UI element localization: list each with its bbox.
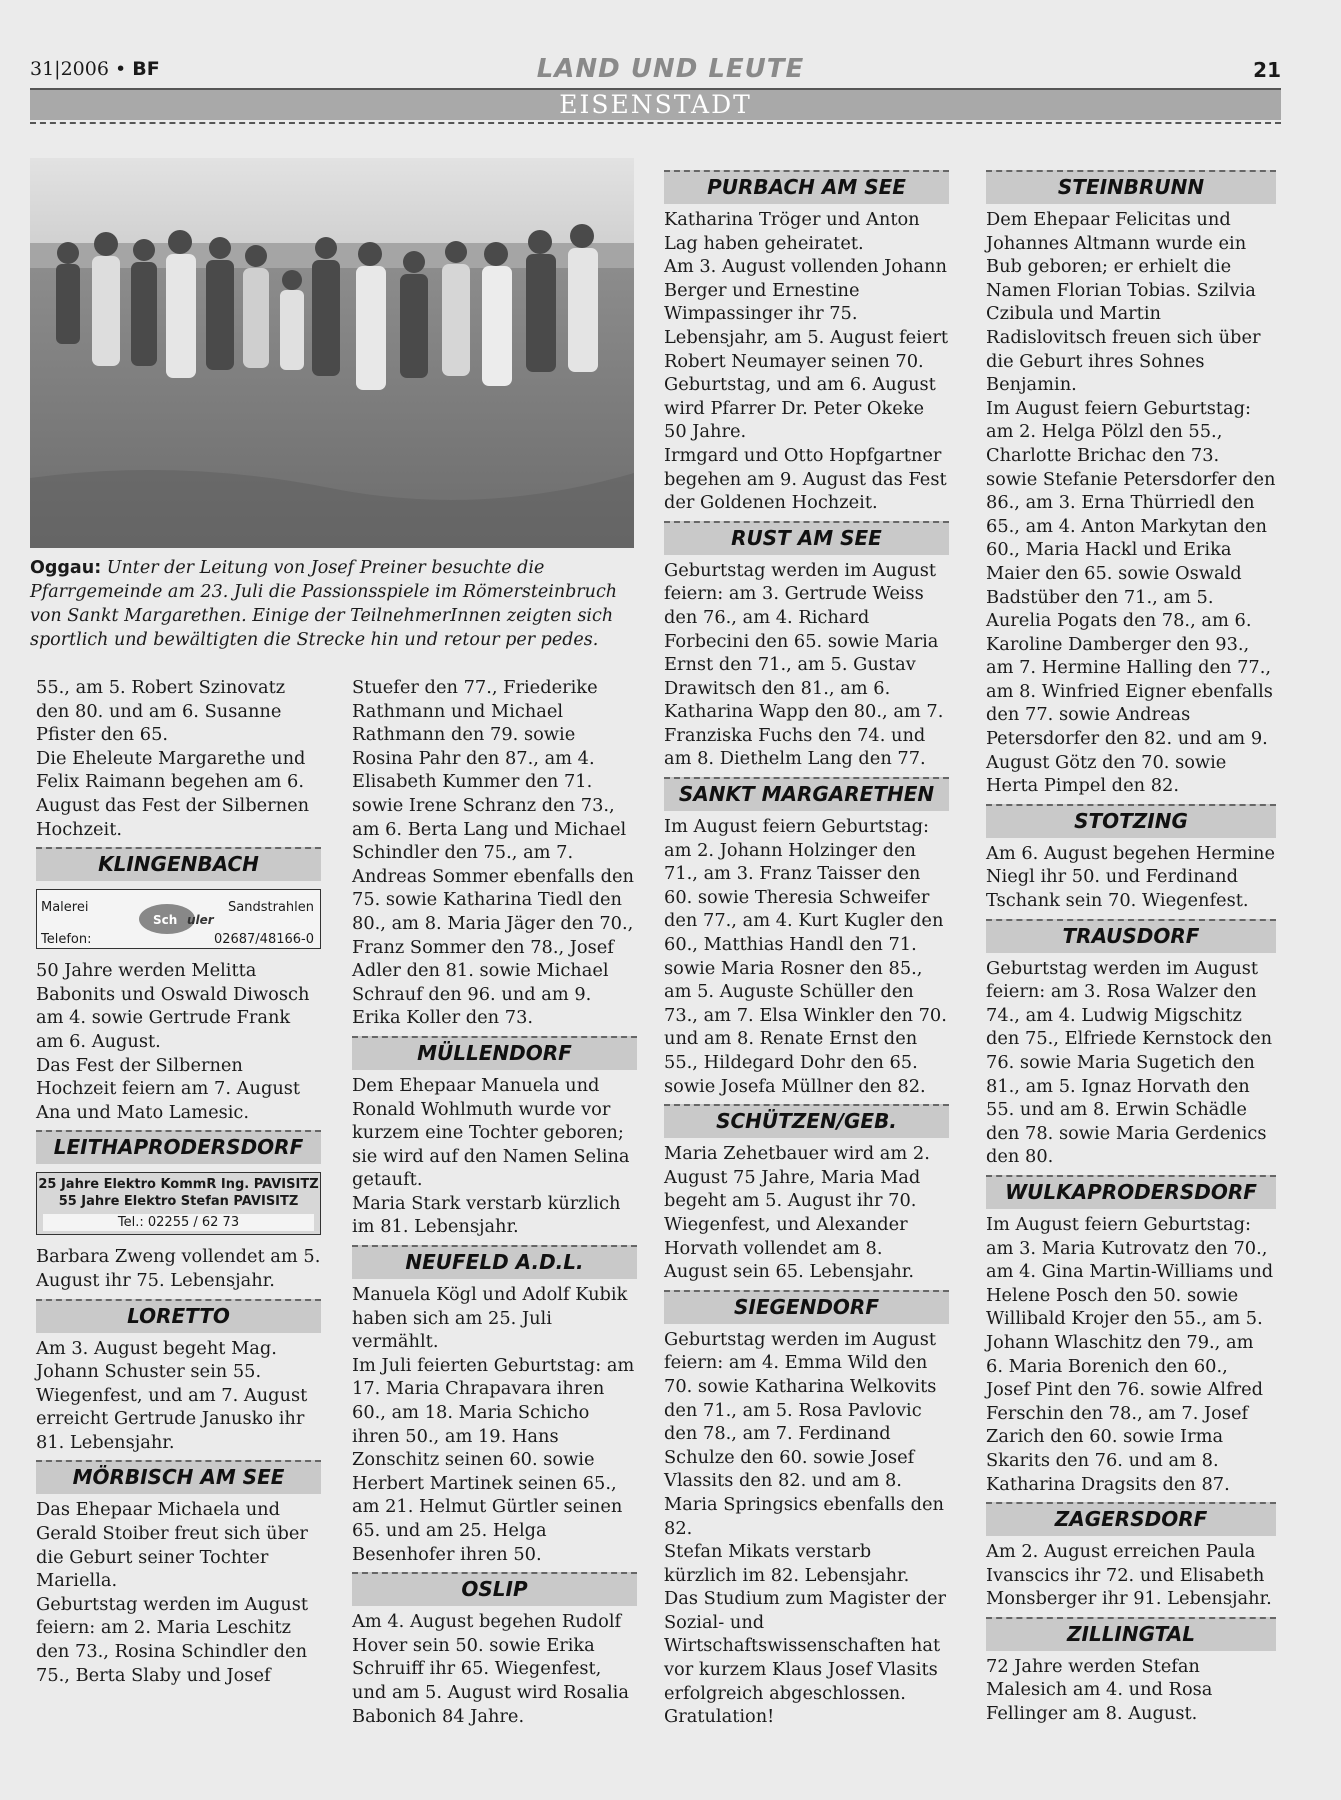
ad-schuler	[36, 889, 321, 949]
ad-line: 25 Jahre Elektro KommR Ing. PAVISITZ	[38, 1177, 319, 1193]
paragraph: Manuela Kögl und Adolf Kubik haben sich am 25. Juli vermählt.	[352, 1284, 628, 1353]
svg-text:Sch: Sch	[153, 913, 178, 928]
issue-number: 31|2006	[30, 58, 109, 80]
heading-zillingtal: ZILLINGTAL	[986, 1617, 1276, 1651]
ad-pavisitz	[36, 1172, 321, 1235]
paper-name: BF	[132, 58, 160, 80]
paragraph: Im August feiern Geburtstag: am 3. Maria Kutrovatz den 70., am 4. Gina Martin-Williams und Helene Posch den 50. sowie Willibald Krojer den 55., am 5. Johann Wlaschitz den 79., am 6. Maria Borenich den 60., Josef Pint den 76. sowie Alfred Ferschin den 78., am 7. Josef Zarich den 60. sowie Irma Skarits den 76. und am 8. Katharina Dragsits den 87.	[986, 1213, 1274, 1495]
paragraph: Maria Stark verstarb kürzlich im 81. Lebensjahr.	[352, 1192, 621, 1238]
paragraph: Im Juli feierten Geburtstag: am 17. Maria Chrapavara ihren 60., am 18. Maria Schicho ihren 50., am 19. Hans Zonschitz seinen 60. sowie Herbert Martinek seinen 65., am 21. Helmut Gürtler seinen 65. und am 25. Helga Besenhofer ihren 50.	[352, 1354, 635, 1565]
heading-oslip: OSLIP	[352, 1572, 637, 1606]
heading-schuetzen: SCHÜTZEN/GEB.	[664, 1104, 949, 1138]
svg-text:uler: uler	[187, 913, 214, 928]
bullet: •	[114, 58, 127, 80]
heading-moerbisch: MÖRBISCH AM SEE	[36, 1460, 321, 1494]
region-band	[30, 88, 1281, 120]
paragraph: Geburtstag werden im August feiern: am 3. Gertrude Weiss den 76., am 4. Richard Forbecini den 65. sowie Maria Ernst den 71., am 5. Gustav Drawitsch den 81., am 6. Katharina Wapp den 80., am 7. Franziska Fuchs den 74. und am 8. Diethelm Lang den 77.	[664, 559, 944, 770]
paragraph: Am 3. August begeht Mag. Johann Schuster sein 55. Wiegenfest, und am 7. August erreicht Gertrude Janusko ihr 81. Lebensjahr.	[36, 1337, 308, 1453]
heading-purbach: PURBACH AM SEE	[664, 170, 949, 204]
paragraph: Barbara Zweng vollendet am 5. August ihr 75. Lebensjahr.	[36, 1246, 321, 1291]
header-divider	[30, 122, 1281, 124]
schuler-logo-icon	[137, 902, 217, 936]
paragraph: Stuefer den 77., Friederike Rathmann und Michael Rathmann den 79. sowie Rosina Pahr den 87., am 4. Elisabeth Kummer den 71. sowie Irene Schranz den 73., am 6. Berta Lang und Michael Schindler den 75., am 7. Andreas Sommer ebenfalls den 75. sowie Katharina Tiedl den 80., am 8. Maria Jäger den 70., Franz Sommer den 78., Josef Adler den 81. sowie Michael Schrauf den 96. und am 9. Erika Koller den 73.	[352, 677, 634, 1029]
paragraph: Maria Zehetbauer wird am 2. August 75 Jahre, Maria Mad begeht am 5. August ihr 70. Wiegenfest, und Alexander Horvath vollendet am 8. August sein 65. Lebensjahr.	[664, 1143, 930, 1283]
paragraph: 50 Jahre werden Melitta Babonits und Oswald Diwosch am 4. sowie Gertrude Frank am 6. August.	[36, 960, 310, 1052]
heading-neufeld: NEUFELD A.D.L.	[352, 1245, 637, 1279]
heading-sankt-margarethen: SANKT MARGARETHEN	[664, 777, 949, 811]
caption-place: Oggau:	[30, 558, 102, 578]
paragraph: Das Studium zum Magister der Sozial- und Wirtschaftswissenschaften hat vor kurzem Klaus Josef Vlasits erfolgreich abgeschlossen. Gratulation!	[664, 1588, 947, 1728]
heading-klingenbach: KLINGENBACH	[36, 847, 321, 881]
heading-leithaprodersdorf: LEITHAPRODERSDORF	[36, 1130, 321, 1164]
paragraph: Irmgard und Otto Hopfgartner begehen am 9. August das Fest der Goldenen Hochzeit.	[664, 444, 947, 514]
section-title: LAND UND LEUTE	[536, 54, 805, 84]
ad-label: Telefon:	[41, 932, 92, 948]
photo-caption	[30, 556, 640, 652]
paragraph: 55., am 5. Robert Szinovatz den 80. und am 6. Susanne Pfister den 65.	[36, 677, 286, 746]
column-2	[352, 676, 637, 1728]
paragraph: Geburtstag werden im August feiern: am 2. Maria Leschitz den 73., Rosina Schindler den 75., Berta Slaby und Josef	[36, 1593, 308, 1686]
paragraph: Geburtstag werden im August feiern: am 4. Emma Wild den 70. sowie Katharina Welkovits den 71., am 5. Rosa Pavlovic den 78., am 7. Ferdinand Schulze den 60. sowie Josef Vlassits den 82. und am 8. Maria Springsics ebenfalls den 82.	[664, 1328, 944, 1539]
paragraph: Die Eheleute Margarethe und Felix Raimann begehen am 6. August das Fest der Silbernen Hochzeit.	[36, 747, 310, 840]
group-photo	[30, 158, 634, 548]
heading-muellendorf: MÜLLENDORF	[352, 1036, 637, 1070]
column-3	[664, 164, 949, 1729]
page-number: 21	[1253, 58, 1281, 82]
paragraph: 72 Jahre werden Stefan Malesich am 4. und Rosa Fellinger am 8. August.	[986, 1655, 1213, 1725]
region-title: EISENSTADT	[559, 90, 752, 119]
column-1	[36, 676, 321, 1687]
caption-text: Unter der Leitung von Josef Preiner besuchte die Pfarrgemeinde am 23. Juli die Passionsspiele im Römersteinbruch von Sankt Margarethen. Einige der TeilnehmerInnen zeigten sich sportlich und bewältigten die Strecke hin und retour per pedes.	[30, 558, 618, 650]
group-photo-icon	[30, 158, 634, 548]
heading-trausdorf: TRAUSDORF	[986, 919, 1276, 953]
paragraph: Geburtstag werden im August feiern: am 3. Rosa Walzer den 74., am 4. Ludwig Migschitz den 75., Elfriede Kernstock den 76. sowie Maria Sugetich den 81., am 5. Ignaz Horvath den 55. und am 8. Erwin Schädle den 78. sowie Maria Gerdenics den 80.	[986, 957, 1273, 1168]
ad-phone: Tel.: 02255 / 62 73	[43, 1214, 314, 1231]
heading-zagersdorf: ZAGERSDORF	[986, 1502, 1276, 1536]
paragraph: Im August feiern Geburtstag: am 2. Johann Holzinger den 71., am 3. Franz Taisser den 60. sowie Theresia Schweifer den 77., am 4. Kurt Kugler den 60., Matthias Handl den 71. sowie Maria Rosner den 85., am 5. Auguste Schüller den 73., am 7. Elsa Winkler den 70. und am 8. Renate Ernst den 55., Hildegard Dohr den 65. sowie Josefa Müllner den 82.	[664, 816, 947, 1097]
ad-label: Malerei	[41, 900, 89, 916]
ad-phone: 02687/48166-0	[213, 932, 314, 948]
ad-line: 55 Jahre Elektro Stefan PAVISITZ	[58, 1194, 299, 1210]
ad-label: Sandstrahlen	[228, 900, 314, 916]
paragraph: Am 4. August begehen Rudolf Hover sein 50. sowie Erika Schruiff ihr 65. Wiegenfest, und am 5. August wird Rosalia Babonich 84 Jahre.	[352, 1611, 629, 1727]
paragraph: Am 2. August erreichen Paula Ivanscics ihr 72. und Elisabeth Monsberger ihr 91. Lebensjahr.	[986, 1541, 1272, 1610]
paragraph: Dem Ehepaar Manuela und Ronald Wohlmuth wurde vor kurzem eine Tochter geboren; sie wird auf den Namen Selina getauft.	[352, 1074, 630, 1191]
heading-rust: RUST AM SEE	[664, 521, 949, 555]
paragraph: Das Fest der Silbernen Hochzeit feiern am 7. August Ana und Mato Lamesic.	[36, 1054, 301, 1123]
column-4	[986, 164, 1276, 1726]
paragraph: Im August feiern Geburtstag: am 2. Helga Pölzl den 55., Charlotte Brichac den 73. sowie Stefanie Petersdorfer den 86., am 3. Erna Thürriedl den 65., am 4. Anton Markytan den 60., Maria Hackl und Erika Maier den 65. sowie Oswald Badstüber den 71., am 5. Aurelia Pogats den 78., am 6. Karoline Damberger den 93., am 7. Hermine Halling den 77., am 8. Winfried Eigner ebenfalls den 77. sowie Andreas Petersdorfer den 82. und am 9. August Götz den 70. sowie Herta Pimpel den 82.	[986, 397, 1276, 797]
paragraph: Stefan Mikats verstarb kürzlich im 82. Lebensjahr.	[664, 1541, 910, 1586]
heading-stotzing: STOTZING	[986, 804, 1276, 838]
heading-steinbrunn: STEINBRUNN	[986, 170, 1276, 204]
paragraph: Dem Ehepaar Felicitas und Johannes Altmann wurde ein Bub geboren; er erhielt die Namen Florian Tobias. Szilvia Czibula und Martin Radislovitsch freuen sich über die Geburt ihres Sohnes Benjamin.	[986, 209, 1261, 396]
paragraph: Katharina Tröger und Anton Lag haben geheiratet.	[664, 209, 920, 254]
heading-loretto: LORETTO	[36, 1299, 321, 1333]
paragraph: Am 3. August vollenden Johann Berger und Ernestine Wimpassinger ihr 75. Lebensjahr, am 5. August feiert Robert Neumayer seinen 70. Geburtstag, und am 6. August wird Pfarrer Dr. Peter Okeke 50 Jahre.	[664, 256, 948, 443]
paragraph: Am 6. August begehen Hermine Niegl ihr 50. und Ferdinand Tschank sein 70. Wiegenfest.	[986, 842, 1275, 912]
heading-siegendorf: SIEGENDORF	[664, 1290, 949, 1324]
paragraph: Das Ehepaar Michaela und Gerald Stoiber freut sich über die Geburt seiner Tochter Mariella.	[36, 1499, 308, 1592]
heading-wulkaprodersdorf: WULKAPRODERSDORF	[986, 1175, 1276, 1209]
